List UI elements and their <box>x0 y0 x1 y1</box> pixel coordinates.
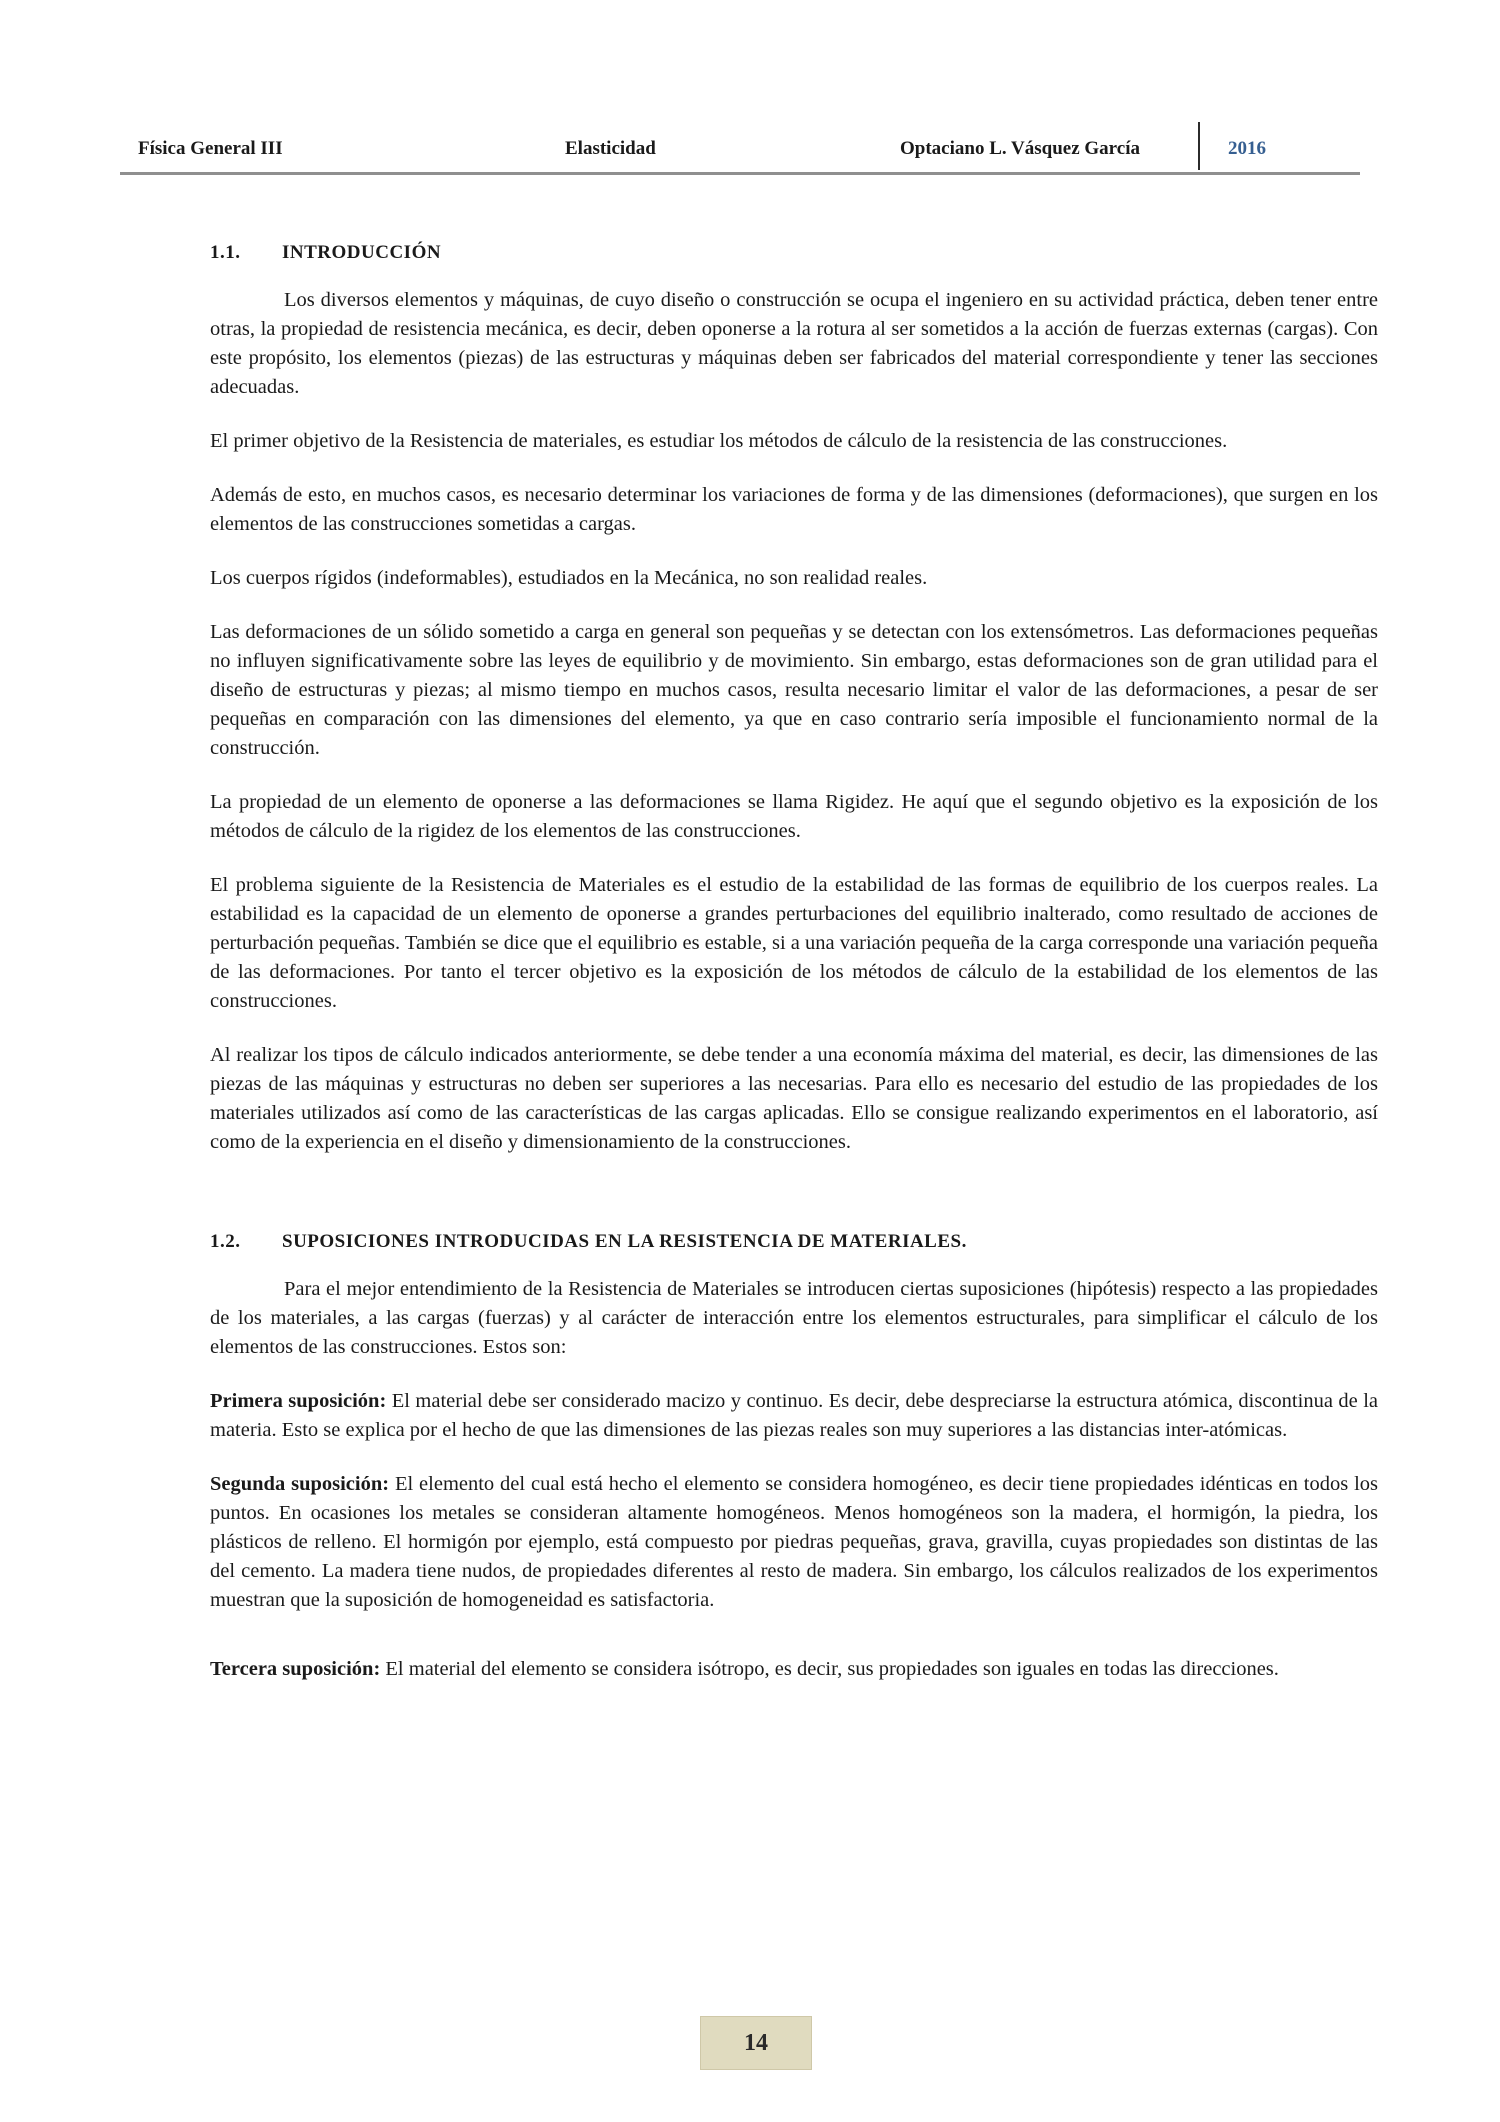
header-course: Física General III <box>138 138 283 159</box>
paragraph: El problema siguiente de la Resistencia de Materiales es el estudio de la estabilidad de las formas de equilibrio de los cuerpos reales. La estabilidad es la capacidad de un elemento de oponerse a grandes perturbaciones del equilibrio inalterado, como resultado de acciones de perturbación pequeñas. También se dice que el equilibrio es estable, si a una variación pequeña de la carga corresponde una variación pequeña de las deformaciones. Por tanto el tercer objetivo es la exposición de los métodos de cálculo de la estabilidad de los elementos de las construcciones. <box>210 874 1378 1012</box>
header-divider <box>1198 122 1200 170</box>
paragraph: Las deformaciones de un sólido sometido a carga en general son pequeñas y se detectan con los extensómetros. Las deformaciones pequeñas no influyen significativamente sobre las leyes de equilibrio y de movimiento. Sin embargo, estas deformaciones son de gran utilidad para el diseño de estructuras y piezas; al mismo tiempo en muchos casos, resulta necesario limitar el valor de las deformaciones, a pesar de ser pequeñas en comparación con las dimensiones del elemento, ya que en caso contrario sería imposible el funcionamiento normal de la construcción. <box>210 621 1378 759</box>
header-topic: Elasticidad <box>565 138 656 159</box>
paragraph: Para el mejor entendimiento de la Resistencia de Materiales se introducen ciertas suposiciones (hipótesis) respecto a las propiedades de los materiales, a las cargas (fuerzas) y al carácter de interacción entre los elementos estructurales, para simplificar el cálculo de los elementos de las construcciones. Estos son: <box>210 1278 1378 1358</box>
assumption-text: El elemento del cual está hecho el elemento se considera homogéneo, es decir tiene propiedades idénticas en todos los puntos. En ocasiones los metales se consideran altamente homogéneos. Menos homogéneos son la madera, el hormigón, la piedra, los plásticos de relleno. El hormigón por ejemplo, está compuesto por piedras pequeñas, grava, gravilla, cuyas propiedades son distintas de las del cemento. La madera tiene nudos, de propiedades diferentes al resto de madera. Sin embargo, los cálculos realizados de los experimentos muestran que la suposición de homogeneidad es satisfactoria. <box>210 1473 1378 1611</box>
paragraph: Al realizar los tipos de cálculo indicados anteriormente, se debe tender a una economía máxima del material, es decir, las dimensiones de las piezas de las máquinas y estructuras no deben ser superiores a las necesarias. Para ello es necesario del estudio de las propiedades de los materiales utilizados así como de las características de las cargas aplicadas. Ello se consigue realizando experimentos en el laboratorio, así como de la experiencia en el diseño y dimensionamiento de la construcciones. <box>210 1044 1378 1153</box>
header-year: 2016 <box>1228 138 1266 159</box>
assumption-lead: Segunda suposición: <box>210 1473 390 1495</box>
paragraph: El primer objetivo de la Resistencia de materiales, es estudiar los métodos de cálculo de la resistencia de las construcciones. <box>210 430 1228 452</box>
assumption-paragraph <box>210 1655 1378 1684</box>
paragraph: La propiedad de un elemento de oponerse a las deformaciones se llama Rigidez. He aquí que el segundo objetivo es la exposición de los métodos de cálculo de la rigidez de los elementos de las construcciones. <box>210 791 1378 842</box>
section-1-number: 1.1. <box>210 242 241 263</box>
assumption-lead: Tercera suposición: <box>210 1658 381 1680</box>
paragraph: Los diversos elementos y máquinas, de cuyo diseño o construcción se ocupa el ingeniero en su actividad práctica, deben tener entre otras, la propiedad de resistencia mecánica, es decir, deben oponerse a la rotura al ser sometidos a la acción de fuerzas externas (cargas). Con este propósito, los elementos (piezas) de las estructuras y máquinas deben ser fabricados del material correspondiente y tener las secciones adecuadas. <box>210 289 1378 398</box>
section-1-title: INTRODUCCIÓN <box>282 242 442 263</box>
paragraph: Además de esto, en muchos casos, es necesario determinar los variaciones de forma y de las dimensiones (deformaciones), que surgen en los elementos de las construcciones sometidas a cargas. <box>210 484 1378 535</box>
page-body <box>210 242 1378 1709</box>
assumption-paragraph <box>210 1470 1378 1615</box>
assumption-paragraph <box>210 1387 1378 1445</box>
header-author: Optaciano L. Vásquez García <box>900 138 1140 159</box>
section-2-title: SUPOSICIONES INTRODUCIDAS EN LA RESISTENCIA DE MATERIALES. <box>282 1231 967 1252</box>
section-2-number: 1.2. <box>210 1231 241 1252</box>
page-number: 14 <box>700 2016 812 2070</box>
section-2-heading <box>210 1231 1378 1253</box>
assumption-lead: Primera suposición: <box>210 1390 387 1412</box>
assumption-text: El material debe ser considerado macizo y continuo. Es decir, debe despreciarse la estructura atómica, discontinua de la materia. Esto se explica por el hecho de que las dimensiones de las piezas reales son muy superiores a las distancias inter-atómicas. <box>210 1390 1378 1441</box>
section-1-heading <box>210 242 1378 264</box>
paragraph: Los cuerpos rígidos (indeformables), estudiados en la Mecánica, no son realidad reales. <box>210 567 928 589</box>
page-header <box>120 128 1360 175</box>
assumption-text: El material del elemento se considera isótropo, es decir, sus propiedades son iguales en todas las direcciones. <box>380 1658 1279 1680</box>
